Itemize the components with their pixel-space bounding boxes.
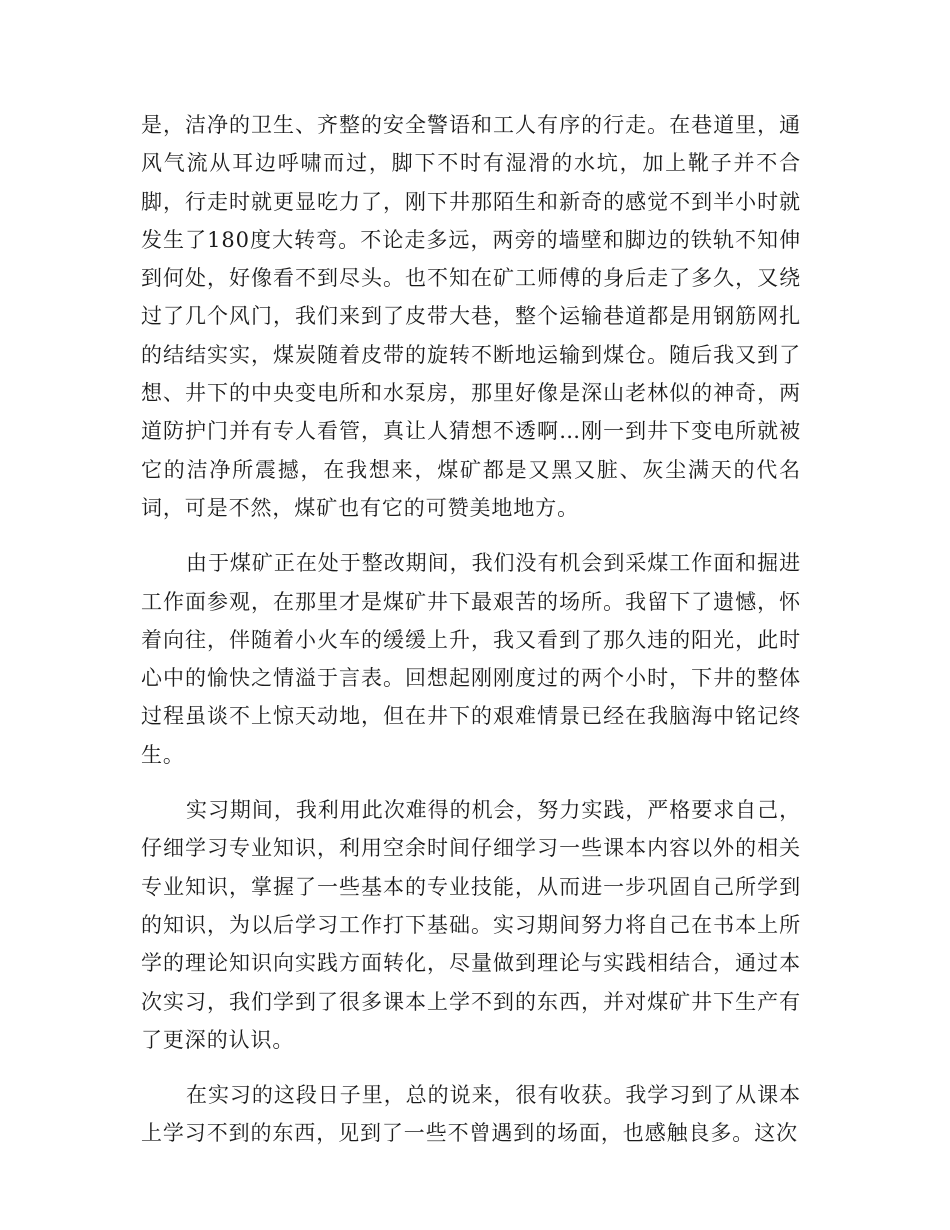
paragraph-internship-study: 实习期间，我利用此次难得的机会，努力实践，严格要求自己，仔细学习专业知识，利用空余时间仔细学习一些课本内容以外的相关专业知识，掌握了一些基本的专业技能，从而进一步巩固自己所学到的知识，为以后学习工作打下基础。实习期间努力将自己在书本上所学的理论知识向实践方面转化，尽量做到理论与实践相结合，通过本次实习，我们学到了很多课本上学不到的东西，并对煤矿井下生产有了更深的认识。 <box>141 798 801 1052</box>
document-body <box>141 106 801 1170</box>
paragraph-continuation: 是，洁净的卫生、齐整的安全警语和工人有序的行走。在巷道里，通风气流从耳边呼啸而过，脚下不时有湿滑的水坑，加上靴子并不合脚，行走时就更显吃力了，刚下井那陌生和新奇的感觉不到半小时就发生了180度大转弯。不论走多远，两旁的墙壁和脚边的铁轨不知伸到何处，好像看不到尽头。也不知在矿工师傅的身后走了多久，又绕过了几个风门，我们来到了皮带大巷，整个运输巷道都是用钢筋网扎的结结实实，煤炭随着皮带的旋转不断地运输到煤仓。随后我又到了想、井下的中央变电所和水泵房，那里好像是深山老林似的神奇，两道防护门并有专人看管，真让人猜想不透啊…刚一到井下变电所就被它的洁净所震撼，在我想来，煤矿都是又黑又脏、灰尘满天的代名词，可是不然，煤矿也有它的可赞美地地方。 <box>141 113 801 520</box>
paragraph-mine-visit: 由于煤矿正在处于整改期间，我们没有机会到采煤工作面和掘进工作面参观，在那里才是煤矿井下最艰苦的场所。我留下了遗憾，怀着向往，伴随着小火车的缓缓上升，我又看到了那久违的阳光，此时心中的愉快之情溢于言表。回想起刚刚度过的两个小时，下井的整体过程虽谈不上惊天动地，但在井下的艰难情景已经在我脑海中铭记终生。 <box>141 551 801 767</box>
paragraph-summary: 在实习的这段日子里，总的说来，很有收获。我学习到了从课本上学习不到的东西，见到了一些不曾遇到的场面，也感触良多。这次 <box>141 1083 801 1146</box>
